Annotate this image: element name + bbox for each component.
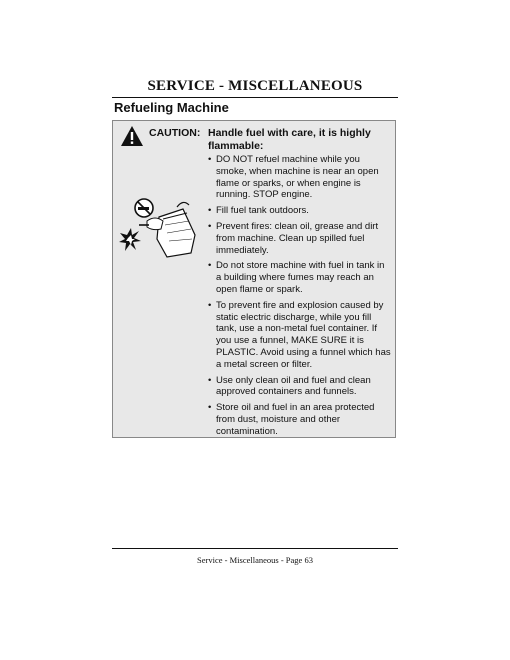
bullet-text: Fill fuel tank outdoors. [216,205,309,217]
caution-bullet-list [208,154,392,442]
list-item: • Use only clean oil and fuel and clean approved containers and funnels. [208,374,371,398]
top-rule [112,97,398,98]
bullet-text: Do not store machine with fuel in tank in a building where fumes may reach an open flame or spark. [216,260,385,295]
list-item: • To prevent fire and explosion caused by static electric discharge, while you fill tank, use a non-metal fuel container. If you use a funnel, MAKE SURE it is PLASTIC. Avoid using a funnel which has a metal screen or filter. [208,299,391,370]
list-item: • Prevent fires: clean oil, grease and dirt from machine. Clean up spilled fuel immediately. [208,220,379,256]
page-subtitle: Refueling Machine [114,100,229,115]
bottom-rule [112,548,398,549]
bullet-text: Use only clean oil and fuel and clean approved containers and funnels. [216,374,371,398]
bullet-text: Prevent fires: clean oil, grease and dirt from machine. Clean up spilled fuel immediately. [216,220,379,256]
bullet-text: Store oil and fuel in an area protected from dust, moisture and other contamination. [216,402,375,437]
list-item: • Do not store machine with fuel in tank in a building where fumes may reach an open flame or spark. [208,260,385,295]
caution-box [112,120,396,438]
bullet-text: DO NOT refuel machine while you smoke, when machine is near an open flame or sparks, or when engine is running. STOP engine. [216,154,379,201]
list-item: • Store oil and fuel in an area protected from dust, moisture and other contamination. [208,402,375,437]
list-item: • Fill fuel tank outdoors. [208,205,309,217]
caution-heading: Handle fuel with care, it is highly flammable: [208,127,371,152]
list-item: • DO NOT refuel machine while you smoke, when machine is near an open flame or sparks, or when engine is running. STOP engine. [208,154,379,201]
page-footer: Service - Miscellaneous - Page 63 [197,555,313,565]
warning-triangle-icon [120,125,144,147]
caution-label: CAUTION: [149,127,201,139]
section-title: SERVICE - MISCELLANEOUS [147,78,363,94]
no-smoking-fuel-can-illustration [117,195,199,265]
bullet-text: To prevent fire and explosion caused by static electric discharge, while you fill tank, use a non-metal fuel container. If you use a funnel, MAKE SURE it is PLASTIC. Avoid using a funnel which has a metal screen or filter. [216,299,391,370]
